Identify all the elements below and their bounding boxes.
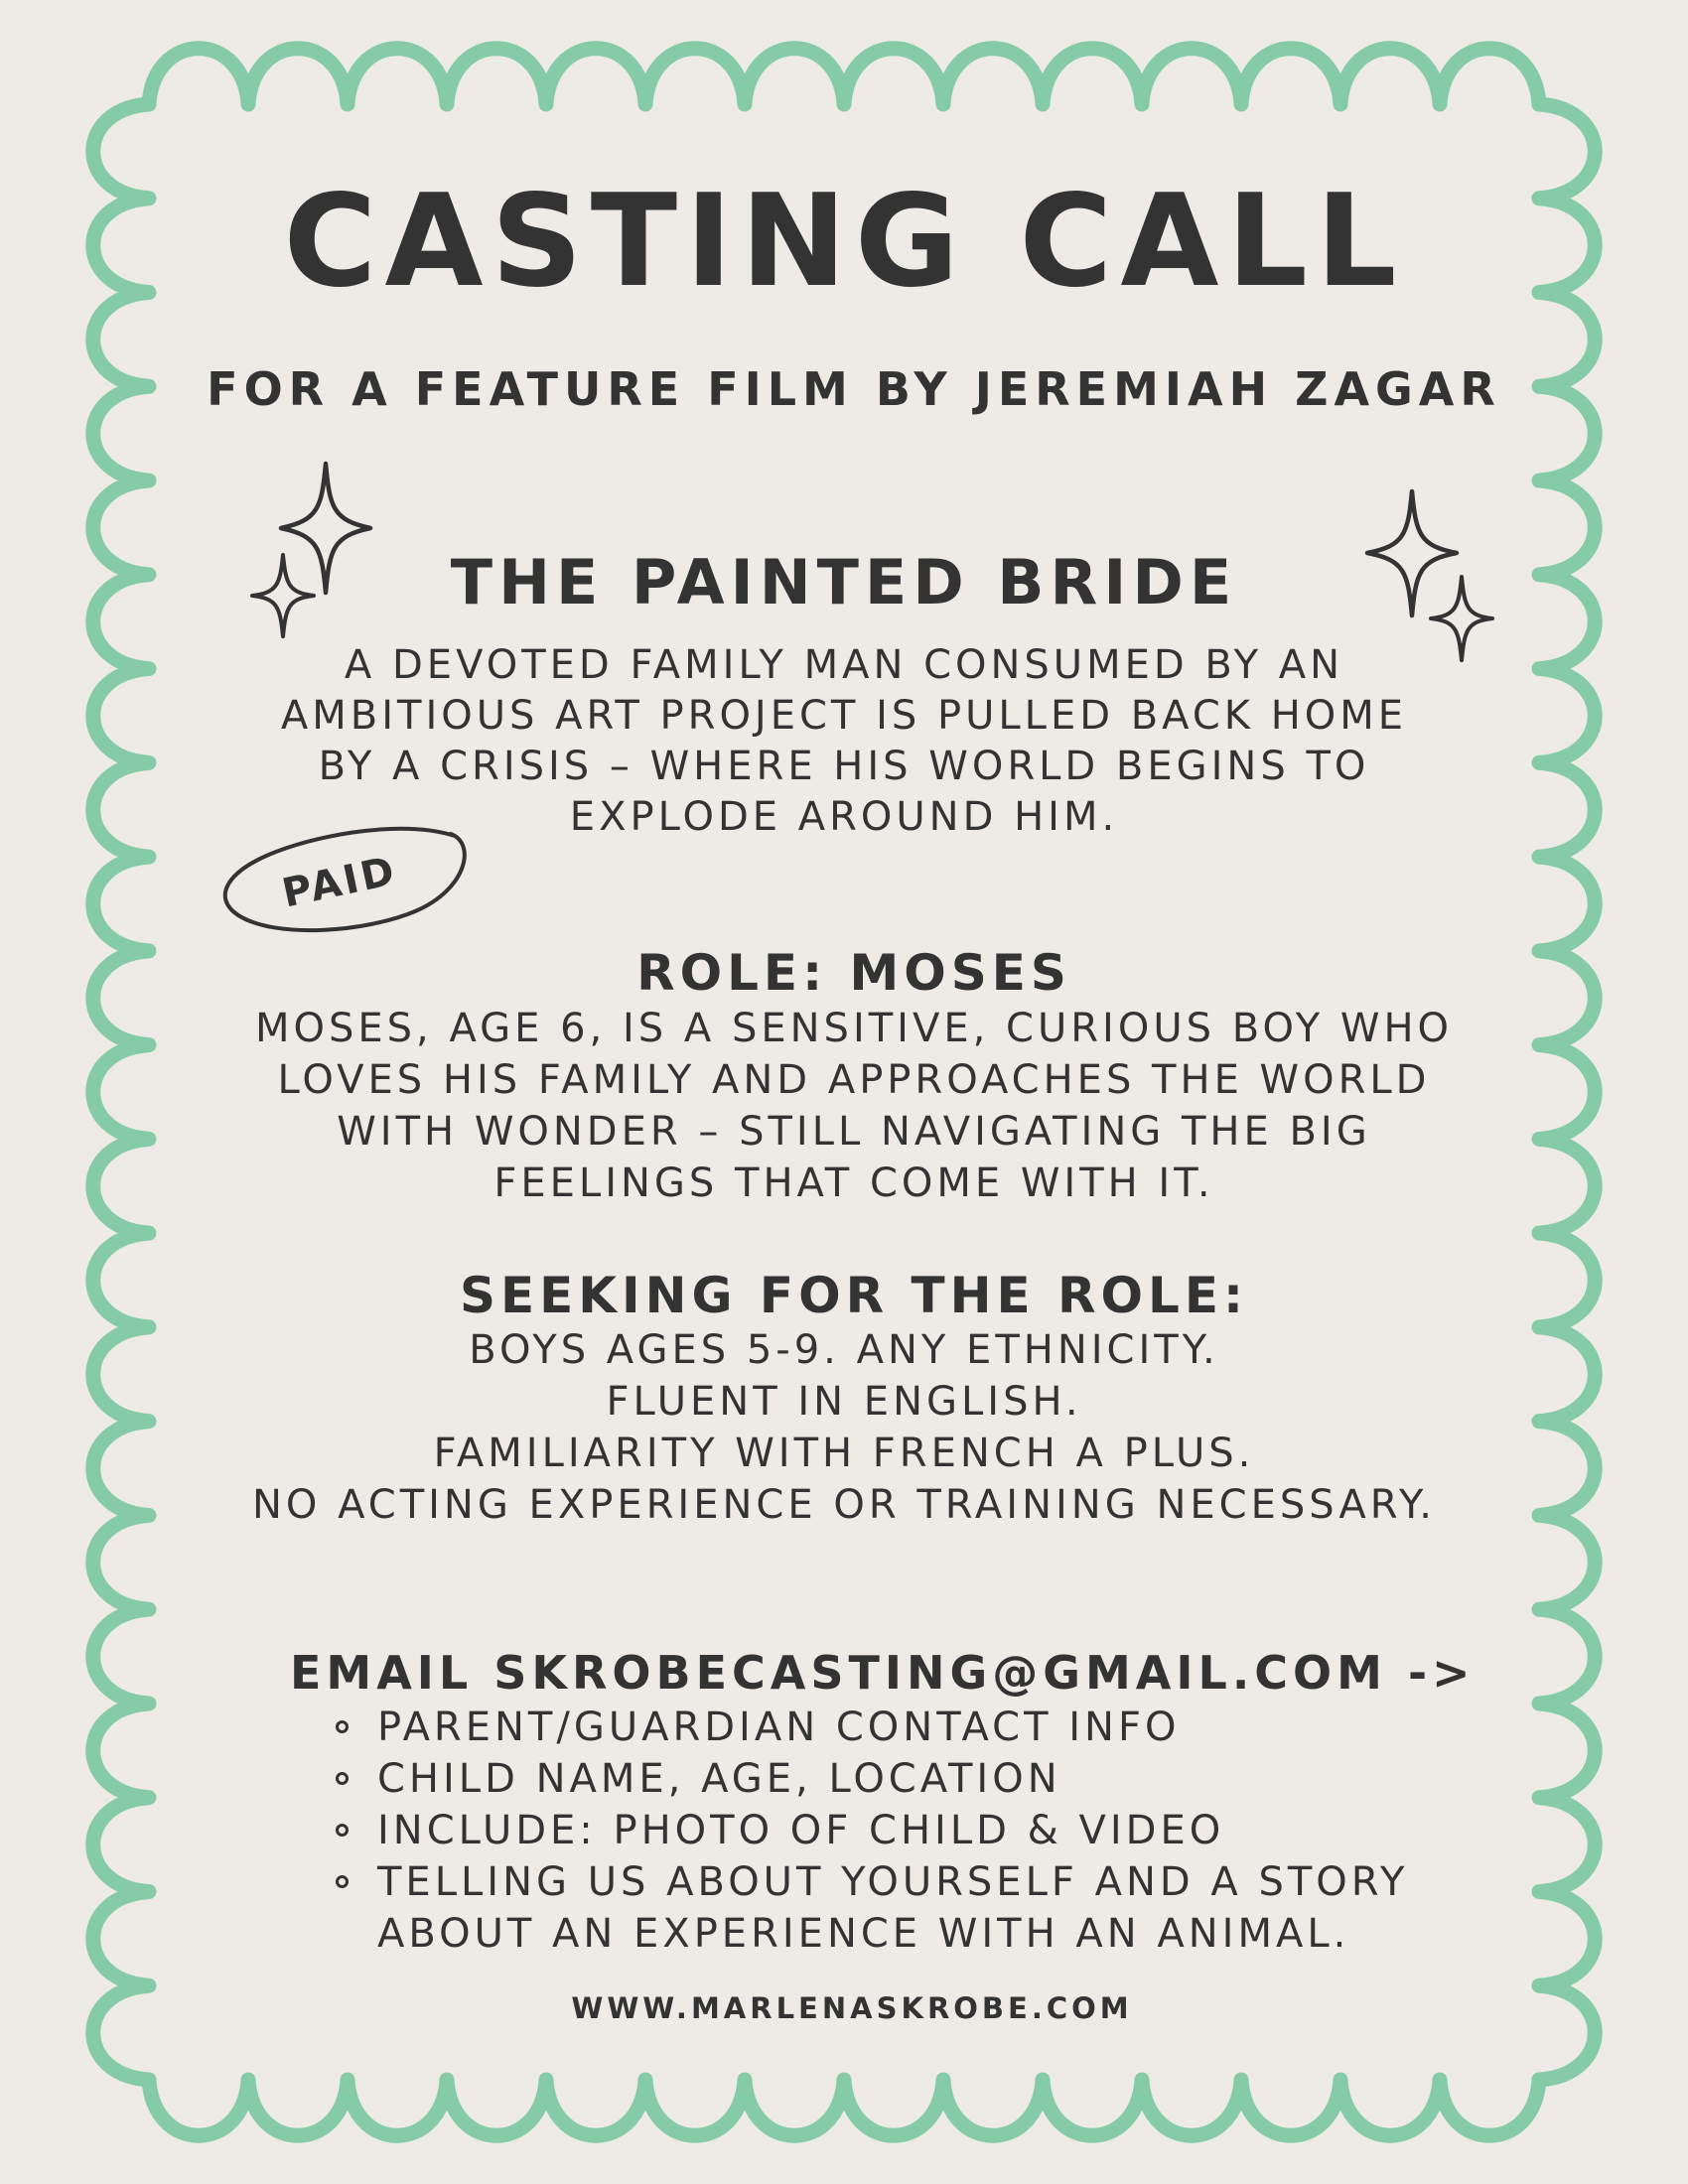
list-item	[328, 1753, 1408, 1805]
seeking-line: FLUENT IN ENGLISH.	[606, 1379, 1082, 1425]
bullet-icon	[336, 1720, 349, 1733]
website-link[interactable]: WWW.MARLENASKROBE.COM	[571, 1991, 1133, 2025]
list-item-continuation	[328, 1908, 1408, 1960]
role-description-line: WITH WONDER – STILL NAVIGATING THE BIG	[337, 1109, 1371, 1155]
bullet-icon	[336, 1875, 349, 1888]
list-item	[328, 1805, 1408, 1856]
synopsis-line: BY A CRISIS – WHERE HIS WORLD BEGINS TO	[318, 744, 1370, 789]
synopsis-line: EXPLODE AROUND HIM.	[569, 794, 1119, 840]
film-title: THE PAINTED BRIDE	[450, 546, 1238, 618]
list-item-text: ABOUT AN EXPERIENCE WITH AN ANIMAL.	[377, 1911, 1350, 1957]
role-description-line: MOSES, AGE 6, IS A SENSITIVE, CURIOUS BOY WHO	[254, 1006, 1453, 1051]
border-scallop	[149, 2080, 1539, 2135]
bullet-icon	[336, 1772, 349, 1785]
email-contact[interactable]: EMAIL SKROBECASTING@GMAIL.COM ->	[290, 1646, 1476, 1700]
role-heading: ROLE: MOSES	[636, 944, 1071, 1002]
synopsis-line: A DEVOTED FAMILY MAN CONSUMED BY AN	[344, 642, 1344, 688]
synopsis-line: AMBITIOUS ART PROJECT IS PULLED BACK HOME	[280, 693, 1408, 739]
submission-requirements	[328, 1702, 1408, 1960]
list-item-text: CHILD NAME, AGE, LOCATION	[377, 1756, 1061, 1802]
role-description-line: FEELINGS THAT COME WITH IT.	[493, 1160, 1214, 1206]
border-scallop	[149, 49, 1539, 104]
list-item-text: TELLING US ABOUT YOURSELF AND A STORY	[377, 1859, 1409, 1905]
list-item-text: INCLUDE: PHOTO OF CHILD & VIDEO	[377, 1808, 1225, 1853]
role-description-line: LOVES HIS FAMILY AND APPROACHES THE WORLD	[277, 1057, 1431, 1103]
paid-badge: PAID	[278, 848, 401, 917]
seeking-line: BOYS AGES 5-9. ANY ETHNICITY.	[469, 1327, 1219, 1373]
subtitle: FOR A FEATURE FILM BY JEREMIAH ZAGAR	[207, 362, 1501, 416]
seeking-line: FAMILIARITY WITH FRENCH A PLUS.	[433, 1431, 1255, 1476]
seeking-heading: SEEKING FOR THE ROLE:	[459, 1267, 1249, 1324]
list-item	[328, 1702, 1408, 1753]
list-item	[328, 1856, 1408, 1908]
page-title: CASTING CALL	[283, 168, 1405, 316]
seeking-line: NO ACTING EXPERIENCE OR TRAINING NECESSARY.	[251, 1482, 1437, 1528]
list-item-text: PARENT/GUARDIAN CONTACT INFO	[377, 1705, 1181, 1750]
bullet-icon	[336, 1824, 349, 1837]
